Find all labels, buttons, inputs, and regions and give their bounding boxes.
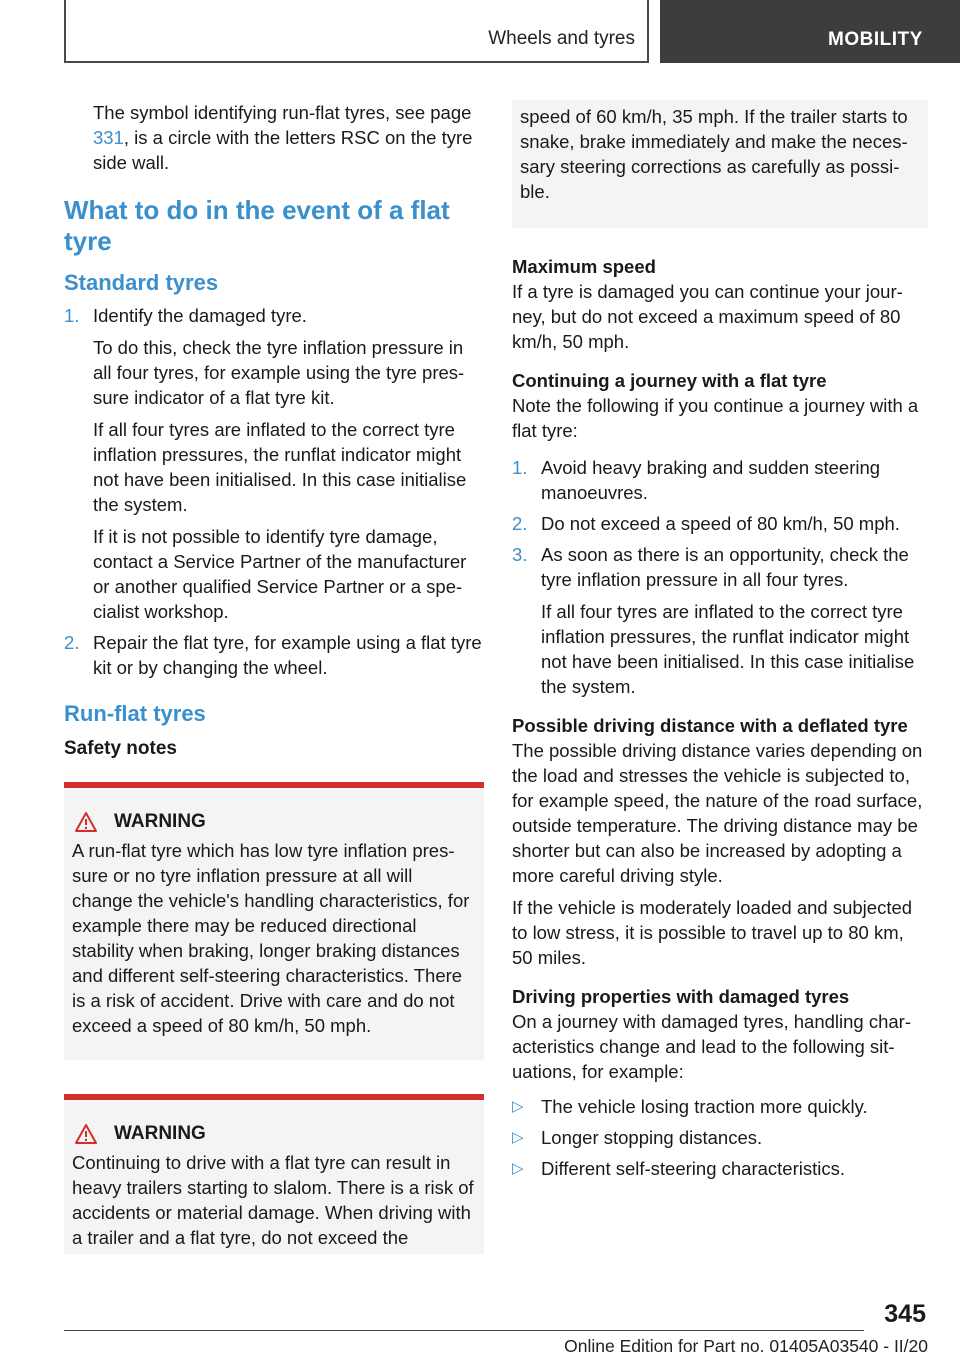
list-item: 3. As soon as there is an opportunity, check the tyre inflation pressure in all four tyres. If all four tyres are inflated to the correct tyre inflation pressures, the runflat indicator might not have been initialised. In this case initialise the system. (512, 544, 915, 697)
page-link[interactable]: 331 (93, 127, 124, 148)
chapter-title: MOBILITY (828, 29, 923, 50)
warning-text: Continuing to drive with a flat tyre can result in heavy trailers starting to slalom. There is a risk of accidents or material damage. When driving with a trailer and a flat tyre, do not exceed the (72, 1152, 474, 1248)
list-item: ▷ The vehicle losing traction more quickly. (512, 1096, 868, 1117)
footer-divider (64, 1330, 864, 1331)
section-title: Wheels and tyres (488, 28, 635, 49)
continue-journey-heading: Continuing a journey with a flat tyre (512, 370, 827, 391)
right-column (512, 100, 928, 1181)
list-item: 2. Repair the flat tyre, for example using a flat tyre kit or by changing the wheel. (64, 632, 482, 678)
list-item: ▷ Different self-steering characteristics. (512, 1158, 845, 1179)
warning-title: WARNING (114, 1123, 206, 1144)
triangle-bullet-icon: ▷ (512, 1129, 524, 1146)
intro-paragraph: The symbol identifying run-flat tyres, see page 331, is a circle with the letters RSC on the tyre side wall. (93, 102, 473, 173)
damaged-tyres-text: On a journey with damaged tyres, handling characteristics change and lead to the following situations, for example: (512, 1011, 912, 1082)
warning-continuation-box (512, 100, 928, 228)
header-chapter-box (660, 0, 960, 63)
run-flat-tyres-heading: Run-flat tyres (64, 701, 206, 726)
warning-triangle-icon (72, 1123, 114, 1145)
list-item: 1. Identify the damaged tyre. To do this, check the tyre inflation pressure in all four tyres, for example using the tyre pressure indicator of a flat tyre kit. If all four tyres are inflated to the correct tyre inflation pressures, the runflat indicator might not have been initialised. In this case initialise the system. If it is not possible to identify tyre damage, contact a Service Partner of the manufacturer or another qualified Service Partner or a specialist workshop. (64, 305, 467, 622)
page-number: 345 (884, 1300, 926, 1328)
step-number: 1. (64, 305, 80, 326)
triangle-bullet-icon: ▷ (512, 1160, 524, 1177)
warning-box (64, 782, 484, 1060)
left-column (64, 100, 484, 1254)
driving-distance-heading: Possible driving distance with a deflated tyre (512, 715, 908, 736)
warning-continuation-text: speed of 60 km/h, 35 mph. If the trailer starts to snake, brake immediately and make the necessary steering corrections as carefully as possible. (520, 106, 908, 202)
step-number: 2. (512, 513, 528, 534)
warning-box (64, 1094, 484, 1254)
warning-title: WARNING (114, 811, 206, 832)
safety-notes-heading: Safety notes (64, 738, 177, 759)
list-item: ▷ Longer stopping distances. (512, 1127, 763, 1148)
continue-journey-text: Note the following if you continue a journey with a flat tyre: (512, 395, 919, 441)
list-item: 2. Do not exceed a speed of 80 km/h, 50 mph. (512, 513, 900, 534)
header-section-box (64, 0, 649, 63)
standard-tyres-heading: Standard tyres (64, 270, 219, 295)
triangle-bullet-icon: ▷ (512, 1098, 524, 1115)
edition-text: Online Edition for Part no. 01405A03540 - II/20 (564, 1336, 928, 1356)
driving-distance-text-2: If the vehicle is moderately loaded and subjected to low stress, it is possible to travel up to 80 km, 50 miles. (512, 897, 913, 968)
warning-text: A run-flat tyre which has low tyre inflation pressure or no tyre inflation pressure at all will change the vehicle's handling characteristics, for example there may be reduced directional stability when braking, longer braking distances and different self-steering characteristics. There is a risk of accident. Drive with care and do not exceed a speed of 80 km/h, 50 mph. (72, 840, 470, 1036)
max-speed-heading: Maximum speed (512, 256, 656, 277)
step-number: 1. (512, 457, 528, 478)
warning-triangle-icon (72, 811, 114, 833)
max-speed-text: If a tyre is damaged you can continue your journey, but do not exceed a maximum speed of 80 km/h, 50 mph. (512, 281, 903, 352)
list-item: 1. Avoid heavy braking and sudden steering manoeuvres. (512, 457, 881, 503)
damaged-tyres-heading: Driving properties with damaged tyres (512, 986, 850, 1007)
step-number: 3. (512, 544, 528, 565)
flat-tyre-heading: What to do in the event of a flat tyre (64, 195, 450, 256)
driving-distance-text: The possible driving distance varies depending on the load and stresses the vehicle is subjected to, for example speed, the nature of the road surface, outside temperature. The driving distance may be shorter but can also be increased by adopting a more careful driving style. (512, 740, 923, 886)
step-number: 2. (64, 632, 80, 653)
